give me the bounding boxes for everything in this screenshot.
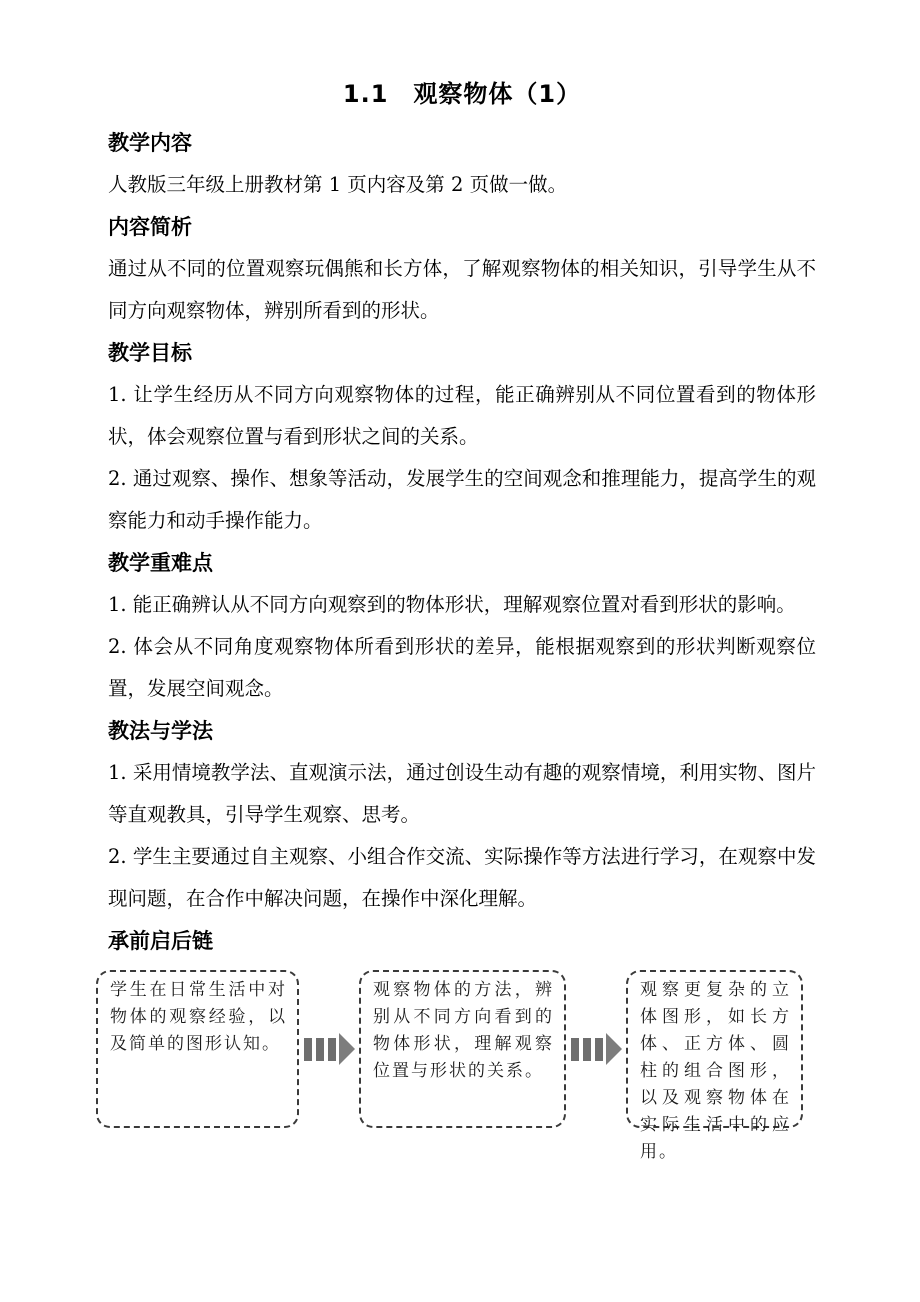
chain-box-prior-knowledge: 学生在日常生活中对物体的观察经验，以及简单的图形认知。	[96, 970, 299, 1128]
arrow-bar	[328, 1038, 336, 1061]
arrow-bar	[583, 1038, 591, 1061]
knowledge-chain-diagram	[96, 970, 803, 1162]
flow-right-arrow-icon	[304, 1033, 355, 1065]
document-title: 1.1 观察物体（1）	[342, 80, 582, 108]
section-content-analysis	[108, 206, 816, 332]
section-heading: 教法与学法	[108, 719, 213, 743]
paragraph: 通过从不同的位置观察玩偶熊和长方体，了解观察物体的相关知识，引导学生从不同方向观察物体，辨别所看到的形状。	[108, 257, 816, 322]
section-teaching-goals	[108, 332, 816, 542]
arrow-head	[339, 1033, 355, 1065]
arrow-bar	[595, 1038, 603, 1061]
arrow-bar	[316, 1038, 324, 1061]
paragraph: 人教版三年级上册教材第 1 页内容及第 2 页做一做。	[108, 173, 568, 196]
paragraph: 1. 采用情境教学法、直观演示法，通过创设生动有趣的观察情境，利用实物、图片等直观教具，引导学生观察、思考。	[108, 761, 816, 826]
paragraph: 2. 通过观察、操作、想象等活动，发展学生的空间观念和推理能力，提高学生的观察能力和动手操作能力。	[108, 467, 816, 532]
paragraph: 2. 体会从不同角度观察物体所看到形状的差异，能根据观察到的形状判断观察位置，发展空间观念。	[108, 635, 816, 700]
chain-box-future-learning: 观察更复杂的立体图形，如长方体、正方体、圆柱的组合图形，以及观察物体在实际生活中的应用。	[626, 970, 803, 1128]
arrow-bar	[571, 1038, 579, 1061]
section-heading: 教学内容	[108, 131, 192, 155]
section-heading: 内容简析	[108, 215, 192, 239]
section-heading: 教学重难点	[108, 551, 213, 575]
section-key-difficulties	[108, 542, 816, 710]
chain-heading: 承前启后链	[108, 929, 213, 953]
paragraph: 1. 让学生经历从不同方向观察物体的过程，能正确辨别从不同位置看到的物体形状，体会观察位置与看到形状之间的关系。	[108, 383, 816, 448]
section-methods	[108, 710, 816, 920]
section-knowledge-chain	[108, 920, 816, 1162]
paragraph: 1. 能正确辨认从不同方向观察到的物体形状，理解观察位置对看到形状的影响。	[108, 593, 796, 616]
arrow-head	[606, 1033, 622, 1065]
section-teaching-content	[108, 122, 816, 206]
section-heading: 教学目标	[108, 341, 192, 365]
flow-right-arrow-icon	[571, 1033, 622, 1065]
chain-box-current-lesson: 观察物体的方法，辨别从不同方向看到的物体形状，理解观察位置与形状的关系。	[359, 970, 566, 1128]
paragraph: 2. 学生主要通过自主观察、小组合作交流、实际操作等方法进行学习，在观察中发现问题，在合作中解决问题，在操作中深化理解。	[108, 845, 816, 910]
arrow-bar	[304, 1038, 312, 1061]
